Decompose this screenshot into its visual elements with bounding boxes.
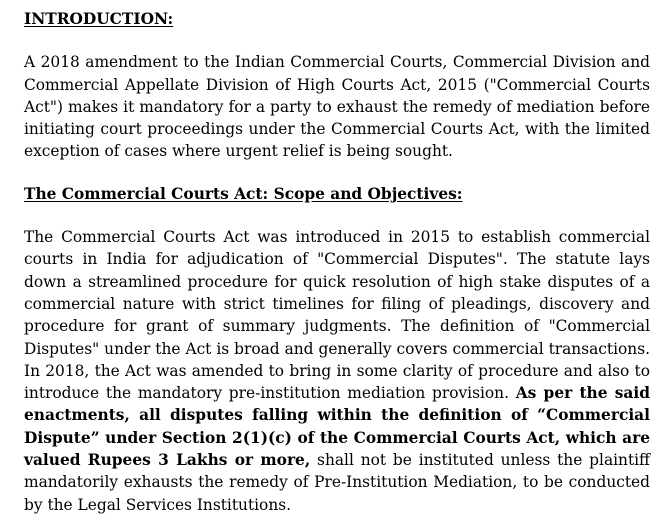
paragraph-text-emphasis: As per the said enactments, all disputes falling within the definition of “Commercial Dispute” under Section 2(1)(c) of the Commercial Courts Act, which are valued Rupees 3 Lakhs or more, xyxy=(24,384,650,470)
scope-objectives-paragraph xyxy=(24,226,650,516)
section-heading-scope-objectives: The Commercial Courts Act: Scope and Objectives: xyxy=(24,184,463,203)
paragraph-text-start: The Commercial Courts Act was introduced in 2015 to establish commercial courts in India for adjudication of "Commercial Disputes". The statute lays down a streamlined procedure for quick resolution of high stake disputes of a commercial nature with strict timelines for filing of pleadings, discovery and procedure for grant of summary judgments. The definition of "Commercial Disputes" under the Act is broad and generally covers commercial transactions. In 2018, the Act was amended to bring in some clarity of procedure and also to introduce the mandatory pre-institution mediation provision. xyxy=(24,228,650,403)
document-body xyxy=(24,8,650,516)
introduction-paragraph: A 2018 amendment to the Indian Commercial Courts, Commercial Division and Commercial Appellate Division of High Courts Act, 2015 ("Commercial Courts Act") makes it mandatory for a party to exhaust the remedy of mediation before initiating court proceedings under the Commercial Courts Act, with the limited exception of cases where urgent relief is being sought. xyxy=(24,53,650,161)
section-heading-introduction: INTRODUCTION: xyxy=(24,10,174,28)
paragraph-text-end: shall not be instituted unless the plaintiff mandatorily exhausts the remedy of Pre-Institution Mediation, to be conducted by the Legal Services Institutions. xyxy=(24,451,650,514)
